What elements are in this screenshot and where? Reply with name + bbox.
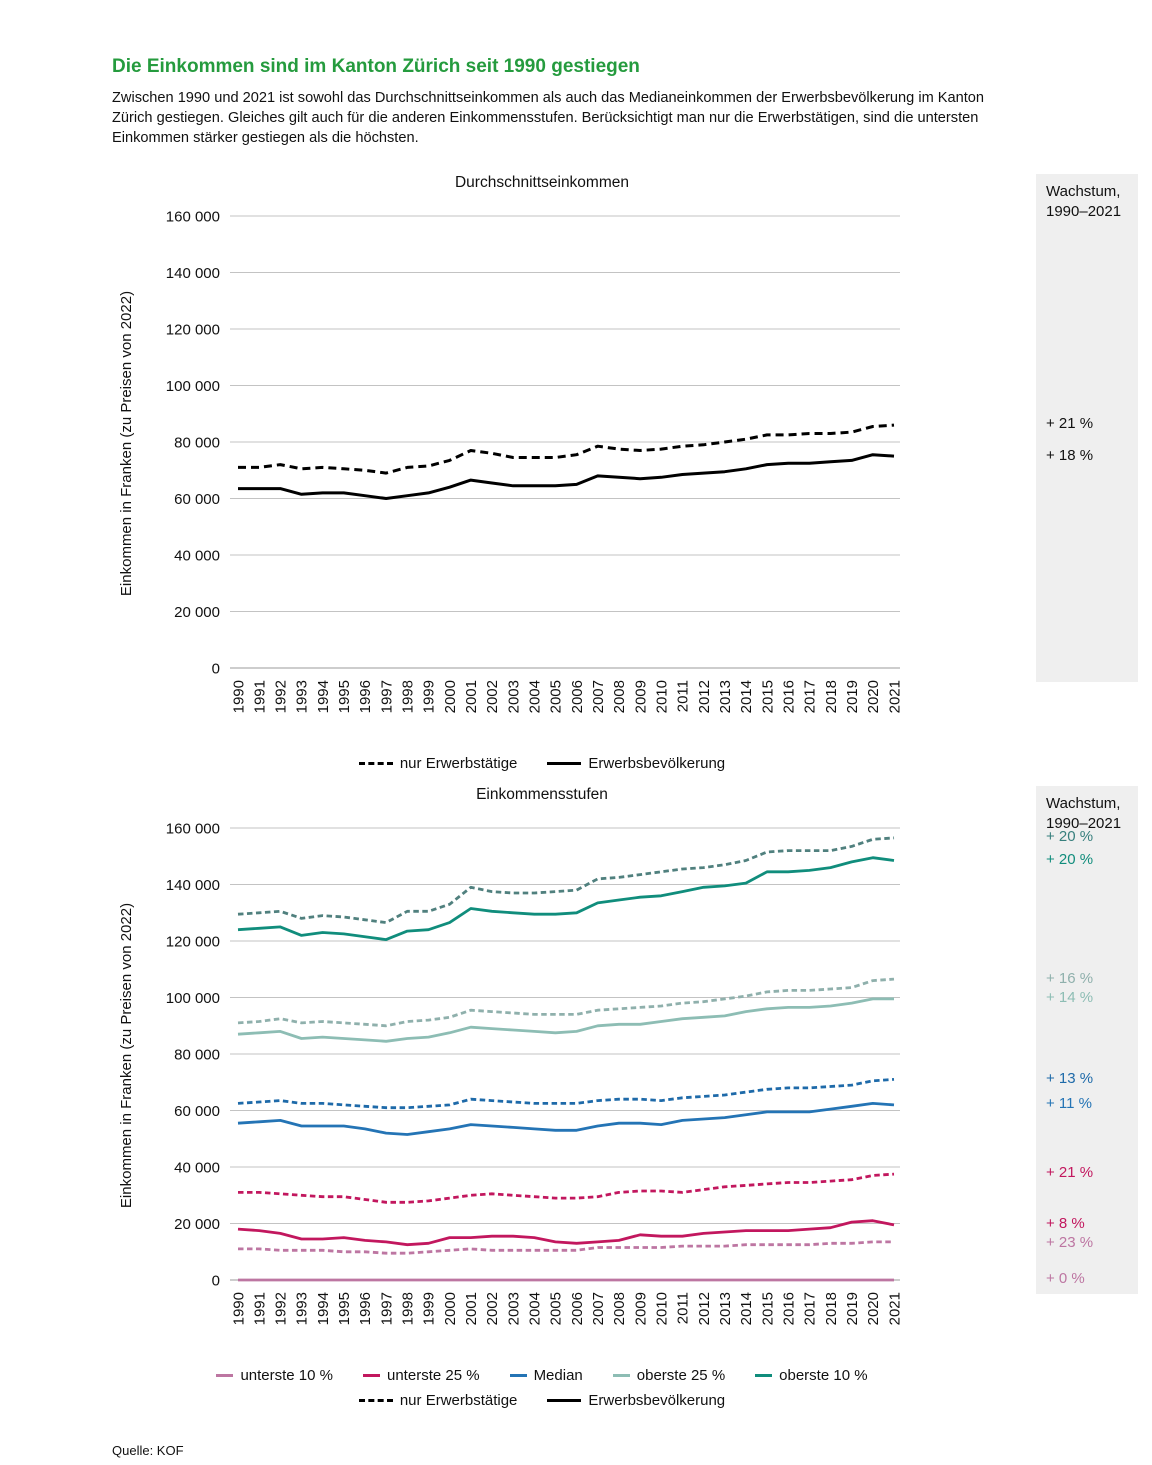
x-tick-label: 1990 bbox=[230, 1292, 248, 1326]
series-line-median-–-erwerbsbevölkerung bbox=[238, 1104, 894, 1135]
x-tick-label: 1999 bbox=[420, 680, 438, 714]
legend-item bbox=[547, 755, 725, 772]
series-line-nur-erwerbstätige bbox=[238, 425, 894, 473]
x-tick-label: 2000 bbox=[441, 680, 459, 714]
growth-panel bbox=[1036, 786, 1138, 1294]
legend-label: oberste 10 % bbox=[779, 1367, 868, 1385]
growth-header-line1: Wachstum, bbox=[1046, 183, 1121, 201]
x-tick-label: 2009 bbox=[632, 680, 650, 714]
legend-label: unterste 25 % bbox=[387, 1367, 480, 1385]
x-tick-label: 1992 bbox=[272, 1292, 290, 1326]
y-tick-label: 0 bbox=[211, 1272, 220, 1290]
y-tick-label: 100 000 bbox=[165, 990, 220, 1008]
y-axis-label-col bbox=[112, 202, 142, 747]
x-tick-label: 2016 bbox=[780, 680, 798, 714]
x-tick-label: 1991 bbox=[251, 680, 269, 714]
legend-item bbox=[510, 1367, 583, 1384]
y-tick-label: 100 000 bbox=[165, 378, 220, 396]
growth-label: + 23 % bbox=[1046, 1234, 1094, 1252]
x-tick-label: 2020 bbox=[865, 1292, 883, 1326]
x-tick-label: 1998 bbox=[399, 680, 417, 714]
series-line-oberste-10-%-–-nur-erwerbstätige bbox=[238, 838, 894, 923]
legend bbox=[112, 755, 972, 772]
legend-item bbox=[613, 1367, 725, 1384]
x-tick-label: 1990 bbox=[230, 680, 248, 714]
x-tick-label: 2019 bbox=[843, 680, 861, 714]
growth-label: + 16 % bbox=[1046, 969, 1094, 987]
growth-label: + 20 % bbox=[1046, 828, 1094, 846]
y-tick-label: 80 000 bbox=[174, 434, 220, 452]
growth-label: + 21 % bbox=[1046, 1164, 1094, 1182]
x-tick-label: 2018 bbox=[822, 1292, 840, 1326]
chart-durchschnittseinkommen bbox=[112, 174, 1142, 772]
x-tick-label: 2018 bbox=[822, 680, 840, 714]
series-line-median-–-nur-erwerbstätige bbox=[238, 1080, 894, 1108]
legend-swatch bbox=[363, 1374, 380, 1377]
legend-row bbox=[112, 1367, 972, 1384]
growth-label: + 11 % bbox=[1046, 1095, 1093, 1113]
x-tick-label: 2001 bbox=[463, 1292, 481, 1326]
y-tick-label: 140 000 bbox=[165, 877, 220, 895]
y-axis-label: Einkommen in Franken (zu Preisen von 2022) bbox=[118, 903, 136, 1209]
x-tick-label: 2017 bbox=[801, 680, 819, 714]
x-tick-label: 2015 bbox=[759, 680, 777, 714]
chart-row bbox=[112, 814, 1036, 1359]
growth-label: + 0 % bbox=[1046, 1270, 1085, 1288]
x-tick-label: 2011 bbox=[674, 1292, 692, 1325]
legend-swatch bbox=[510, 1374, 527, 1377]
legend-swatch bbox=[547, 762, 581, 765]
growth-header-line2: 1990–2021 bbox=[1046, 814, 1122, 832]
growth-label: + 14 % bbox=[1046, 989, 1094, 1007]
x-tick-label: 1995 bbox=[336, 680, 354, 714]
y-tick-label: 120 000 bbox=[165, 933, 220, 951]
x-tick-label: 2010 bbox=[653, 1292, 671, 1326]
x-tick-label: 1997 bbox=[378, 1292, 396, 1326]
x-tick-label: 1999 bbox=[420, 1292, 438, 1326]
x-tick-label: 2005 bbox=[547, 680, 565, 714]
x-tick-label: 2006 bbox=[568, 680, 586, 714]
legend-item bbox=[216, 1367, 333, 1384]
growth-label: + 18 % bbox=[1046, 446, 1094, 464]
growth-header-line2: 1990–2021 bbox=[1046, 202, 1122, 220]
legend-swatch bbox=[547, 1399, 581, 1402]
y-axis-label: Einkommen in Franken (zu Preisen von 2022) bbox=[118, 291, 136, 597]
x-tick-label: 2021 bbox=[886, 680, 904, 714]
x-tick-label: 2014 bbox=[738, 680, 756, 714]
x-tick-label: 1998 bbox=[399, 1292, 417, 1326]
x-tick-label: 2003 bbox=[505, 680, 523, 714]
y-tick-label: 0 bbox=[211, 660, 220, 678]
growth-label: + 13 % bbox=[1046, 1069, 1094, 1087]
x-tick-label: 2003 bbox=[505, 1292, 523, 1326]
page-title: Die Einkommen sind im Kanton Zürich seit 1990 gestiegen bbox=[112, 56, 640, 77]
y-tick-label: 120 000 bbox=[165, 321, 220, 339]
y-tick-label: 60 000 bbox=[174, 1103, 220, 1121]
x-tick-label: 2013 bbox=[716, 680, 734, 714]
legend-label: unterste 10 % bbox=[240, 1367, 333, 1385]
x-tick-label: 2021 bbox=[886, 1292, 904, 1326]
legend-item bbox=[755, 1367, 867, 1384]
y-tick-label: 40 000 bbox=[174, 547, 220, 565]
x-tick-label: 2008 bbox=[611, 680, 629, 714]
x-tick-label: 2007 bbox=[589, 1292, 607, 1326]
legend-item bbox=[547, 1392, 725, 1409]
x-tick-label: 2006 bbox=[568, 1292, 586, 1326]
series-line-unterste-25-%-–-nur-erwerbstätige bbox=[238, 1174, 894, 1202]
legend-label: oberste 25 % bbox=[636, 1367, 726, 1385]
x-tick-label: 2019 bbox=[843, 1292, 861, 1326]
x-tick-label: 1992 bbox=[272, 680, 290, 714]
growth-panel-header bbox=[1036, 786, 1138, 833]
y-tick-label: 160 000 bbox=[165, 208, 220, 226]
x-tick-label: 1995 bbox=[336, 1292, 354, 1326]
y-tick-label: 20 000 bbox=[174, 1216, 220, 1234]
x-tick-label: 2004 bbox=[526, 1292, 544, 1326]
legend-label: nur Erwerbstätige bbox=[399, 1392, 518, 1410]
series-line-erwerbsbevölkerung bbox=[238, 455, 894, 499]
x-tick-label: 1993 bbox=[293, 680, 311, 714]
legend-item bbox=[359, 1392, 518, 1409]
y-tick-label: 140 000 bbox=[165, 265, 220, 283]
growth-label: + 21 % bbox=[1046, 415, 1094, 433]
growth-panel-header bbox=[1036, 174, 1138, 221]
y-tick-label: 160 000 bbox=[165, 820, 220, 838]
intro-text: Zwischen 1990 und 2021 ist sowohl das Durchschnittseinkommen als auch das Medianeinkommen der Erwerbsbevölkerung im Kanton Zürich gestiegen. Gleiches gilt auch für die anderen Einkommensstufen. Berücksichtigt man nur die Erwerbstätigen, sind die untersten Einkommen stärker gestiegen als die höchsten. bbox=[112, 90, 985, 147]
legend-label: Median bbox=[533, 1367, 583, 1385]
source-note: Quelle: KOF bbox=[112, 1443, 184, 1459]
x-tick-label: 2020 bbox=[865, 680, 883, 714]
x-tick-label: 2007 bbox=[589, 680, 607, 714]
growth-header-line1: Wachstum, bbox=[1046, 795, 1121, 813]
growth-label: + 8 % bbox=[1046, 1215, 1085, 1233]
x-tick-label: 2015 bbox=[759, 1292, 777, 1326]
x-tick-label: 1997 bbox=[378, 680, 396, 714]
series-line-oberste-10-%-–-erwerbsbevölkerung bbox=[238, 858, 894, 940]
legend-swatch bbox=[216, 1374, 233, 1377]
chart-title: Einkommensstufen bbox=[476, 786, 608, 804]
x-tick-label: 1993 bbox=[293, 1292, 311, 1326]
x-tick-label: 2008 bbox=[611, 1292, 629, 1326]
x-tick-label: 1994 bbox=[314, 1292, 332, 1326]
x-tick-label: 1996 bbox=[357, 1292, 375, 1326]
x-tick-label: 2005 bbox=[547, 1292, 565, 1326]
legend-swatch bbox=[755, 1374, 772, 1377]
x-tick-label: 2012 bbox=[695, 680, 713, 714]
x-tick-label: 2004 bbox=[526, 680, 544, 714]
x-tick-label: 2014 bbox=[738, 1292, 756, 1326]
legend-row bbox=[112, 755, 972, 772]
line-plot bbox=[142, 202, 912, 747]
line-plot bbox=[142, 814, 912, 1359]
growth-panel bbox=[1036, 174, 1138, 682]
x-tick-label: 2009 bbox=[632, 1292, 650, 1326]
legend-label: Erwerbsbevölkerung bbox=[588, 755, 726, 773]
chart-title: Durchschnittseinkommen bbox=[454, 174, 629, 192]
legend-row bbox=[112, 1392, 972, 1409]
x-tick-label: 2016 bbox=[780, 1292, 798, 1326]
y-tick-label: 80 000 bbox=[174, 1046, 220, 1064]
x-tick-label: 1994 bbox=[314, 680, 332, 714]
legend-swatch bbox=[359, 762, 393, 765]
x-tick-label: 2017 bbox=[801, 1292, 819, 1326]
y-axis-label-col bbox=[112, 814, 142, 1359]
series-line-oberste-25-%-–-nur-erwerbstätige bbox=[238, 979, 894, 1026]
legend bbox=[112, 1367, 972, 1409]
chart-einkommensstufen bbox=[112, 786, 1142, 1409]
chart-row bbox=[112, 202, 1036, 747]
x-tick-label: 2013 bbox=[716, 1292, 734, 1326]
y-tick-label: 40 000 bbox=[174, 1159, 220, 1177]
x-tick-label: 2012 bbox=[695, 1292, 713, 1326]
growth-label: + 20 % bbox=[1046, 850, 1094, 868]
series-line-oberste-25-%-–-erwerbsbevölkerung bbox=[238, 999, 894, 1041]
legend-swatch bbox=[613, 1374, 630, 1377]
legend-swatch bbox=[359, 1399, 393, 1402]
y-tick-label: 20 000 bbox=[174, 604, 220, 622]
x-tick-label: 2000 bbox=[441, 1292, 459, 1326]
x-tick-label: 1996 bbox=[357, 680, 375, 714]
x-tick-label: 2002 bbox=[484, 680, 502, 714]
legend-item bbox=[363, 1367, 480, 1384]
x-tick-label: 1991 bbox=[251, 1292, 269, 1326]
x-tick-label: 2010 bbox=[653, 680, 671, 714]
legend-label: nur Erwerbstätige bbox=[399, 755, 518, 773]
series-line-unterste-25-%-–-erwerbsbevölkerung bbox=[238, 1221, 894, 1245]
legend-label: Erwerbsbevölkerung bbox=[588, 1392, 726, 1410]
x-tick-label: 2001 bbox=[463, 680, 481, 714]
legend-item bbox=[359, 755, 518, 772]
x-tick-label: 2011 bbox=[674, 680, 692, 713]
x-tick-label: 2002 bbox=[484, 1292, 502, 1326]
y-tick-label: 60 000 bbox=[174, 491, 220, 509]
